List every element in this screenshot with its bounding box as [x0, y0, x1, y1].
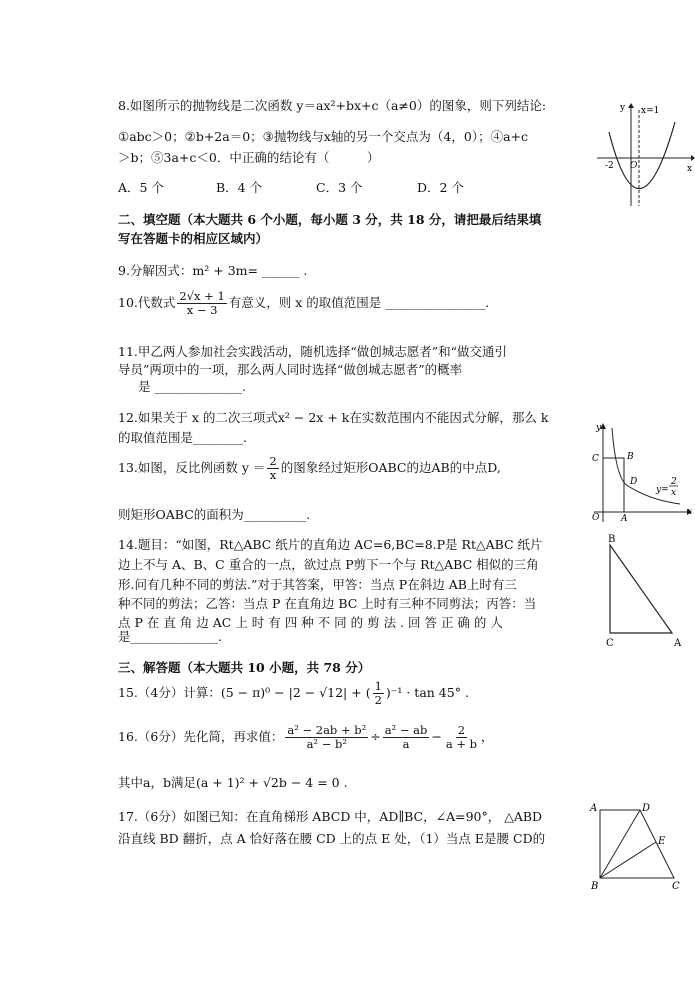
q15-fraction [373, 680, 384, 707]
q8-option-b: B．4 个 [216, 180, 263, 195]
segment-BE [600, 842, 656, 878]
q16-f2-den: a [402, 737, 410, 751]
hyperbola-curve [612, 428, 680, 504]
q11-line2: 导员”两项中的一项，那么两人同时选择“做创城志愿者”的概率 [118, 362, 463, 377]
triangle-ABC [610, 545, 672, 633]
q16-fraction3 [444, 724, 479, 751]
fig-B: B [591, 881, 599, 892]
fig-A: A [621, 514, 628, 524]
fig-A: A [674, 638, 682, 649]
q13-fraction [267, 455, 278, 482]
q16-line2: 其中a，b满足(a + 1)² + √2b − 4 = 0 . [118, 775, 348, 790]
q16-fraction1 [285, 724, 368, 751]
q14-line4: 种不同的剪法；乙答：当点 P 在直角边 BC 上时有三种不同剪法；丙答：当 [118, 596, 537, 611]
fig-y: y [596, 423, 602, 433]
q12-line2: 的取值范围是________. [118, 430, 247, 445]
q13-num: 2 [269, 454, 277, 468]
q10-suffix: 有意义，则 x 的取值范围是 ________________. [228, 295, 490, 310]
fig-y-label: y [620, 103, 626, 113]
fig-x-label: x [687, 164, 693, 174]
q13-prefix: 13.如图，反比例函数 y ＝ [118, 460, 266, 475]
fig-B: B [608, 534, 616, 545]
q11-line1: 11.甲乙两人参加社会实践活动，随机选择“做创城志愿者”和“做交通引 [118, 344, 508, 359]
q14-line6: 是______________. [118, 629, 222, 644]
q15-suffix: )⁻¹ · tan 45° . [385, 685, 469, 700]
q16-f2-num: a² − ab [384, 723, 428, 737]
q10-den: x − 3 [186, 303, 218, 317]
q13-suffix: 的图象经过矩形OABC的边AB的中点D, [280, 460, 501, 475]
q13-hyperbola-figure [588, 420, 693, 525]
q8-line2: ①abc＞0；②b+2a＝0；③抛物线与x轴的另一个交点为（4，0）；④a+c [118, 129, 528, 144]
section2-heading-line1: 二、填空题（本大题共 6 个小题，每小题 3 分，共 18 分，请把最后结果填 [118, 212, 542, 227]
q17-line1: 17.（6分）如图已知：在直角梯形 ABCD 中，AD∥BC，∠A=90°， △ABD [118, 809, 543, 824]
q13-line2: 则矩形OABC的面积为__________. [118, 507, 311, 522]
q14-line5: 点 P 在 直 角 边 AC 上 时 有 四 种 不 同 的 剪 法 . 回 答 正 确 的 人 [118, 615, 503, 630]
fig-x: x [687, 507, 693, 517]
q14-line1: 14.题目：“如图，Rt△ABC 纸片的直角边 AC=6,BC=8.P是 Rt△ABC 纸片 [118, 537, 543, 552]
fig-D: D [630, 477, 638, 487]
q15-den: 2 [374, 693, 382, 707]
fig-func-num: 2 [671, 477, 677, 487]
q16-tail: ， [481, 729, 494, 744]
fig-C: C [672, 881, 680, 892]
q16-line1 [118, 724, 494, 751]
q10-prefix: 10.代数式 [118, 295, 176, 310]
fig-A: A [590, 803, 598, 814]
q16-op2: − [431, 729, 442, 744]
fig-func-y: y= [656, 485, 669, 495]
segment-BD [600, 810, 640, 878]
fig-func-den: x [671, 488, 677, 498]
q14-line2: 边上不与 A、B、C 重合的一点，欲过点 P剪下一个与 Rt△ABC 相似的三角 [118, 557, 539, 572]
q16-f1-den: a² − b² [306, 737, 347, 751]
q15-num: 1 [374, 679, 382, 693]
section3-heading: 三、解答题（本大题共 10 小题，共 78 分） [118, 660, 371, 675]
fig-O: O [592, 513, 600, 523]
q16-prefix: 16.（6分）先化简，再求值： [118, 729, 284, 744]
q11-line3: 是 ______________. [138, 379, 246, 394]
q15-line [118, 680, 469, 707]
q9-text: 9.分解因式：m² + 3m= ______ . [118, 263, 308, 278]
q13-den: x [269, 468, 277, 482]
q8-option-c: C．3 个 [316, 180, 363, 195]
q10-fraction [177, 290, 226, 317]
fig-origin-label: O [630, 161, 638, 171]
q16-f1-num: a² − 2ab + b² [287, 723, 367, 737]
q8-parabola-figure [595, 100, 695, 210]
parabola-curve [609, 122, 675, 189]
fig-neg-label: -2 [605, 161, 614, 171]
q8-line1: 8.如图所示的抛物线是二次函数 y＝ax²+bx+c（a≠0）的图象，则下列结论: [118, 98, 547, 113]
q14-line3: 形.问有几种不同的剪法.”对于其答案，甲答：当点 P在斜边 AB上时有三 [118, 577, 517, 592]
q8-option-d: D．2 个 [417, 180, 464, 195]
q13-line1 [118, 455, 501, 482]
section2-heading-line2: 写在答题卡的相应区域内） [118, 231, 269, 246]
q12-line1: 12.如果关于 x 的二次三项式x² − 2x + k在实数范围内不能因式分解，那么 k [118, 410, 549, 425]
rectangle-OABC [603, 458, 624, 512]
q8-line3: ＞b；⑤3a+c＜0．中正确的结论有（ ） [118, 150, 380, 165]
fig-C: C [606, 638, 614, 649]
q16-fraction2 [383, 724, 430, 751]
q17-trapezoid-figure [588, 800, 688, 890]
q16-op1: ÷ [370, 729, 381, 744]
q16-f3-den: a + b [445, 737, 477, 751]
fig-B: B [627, 452, 634, 462]
q10-line [118, 290, 489, 317]
fig-C: C [592, 454, 599, 464]
q8-option-a: A．5 个 [118, 180, 164, 195]
fig-D: D [642, 803, 651, 814]
fig-axis-label: x=1 [641, 106, 660, 116]
q17-line2: 沿直线 BD 翻折，点 A 恰好落在腰 CD 上的点 E 处，（1）当点 E是腰 CD的 [118, 831, 546, 846]
q15-prefix: 15.（4分）计算：(5 − π)⁰ − |2 − √12| + ( [118, 685, 371, 700]
q14-triangle-figure [600, 535, 690, 650]
fig-E: E [658, 836, 666, 847]
q16-f3-num: 2 [457, 723, 466, 737]
q10-num: 2√x + 1 [179, 289, 225, 303]
